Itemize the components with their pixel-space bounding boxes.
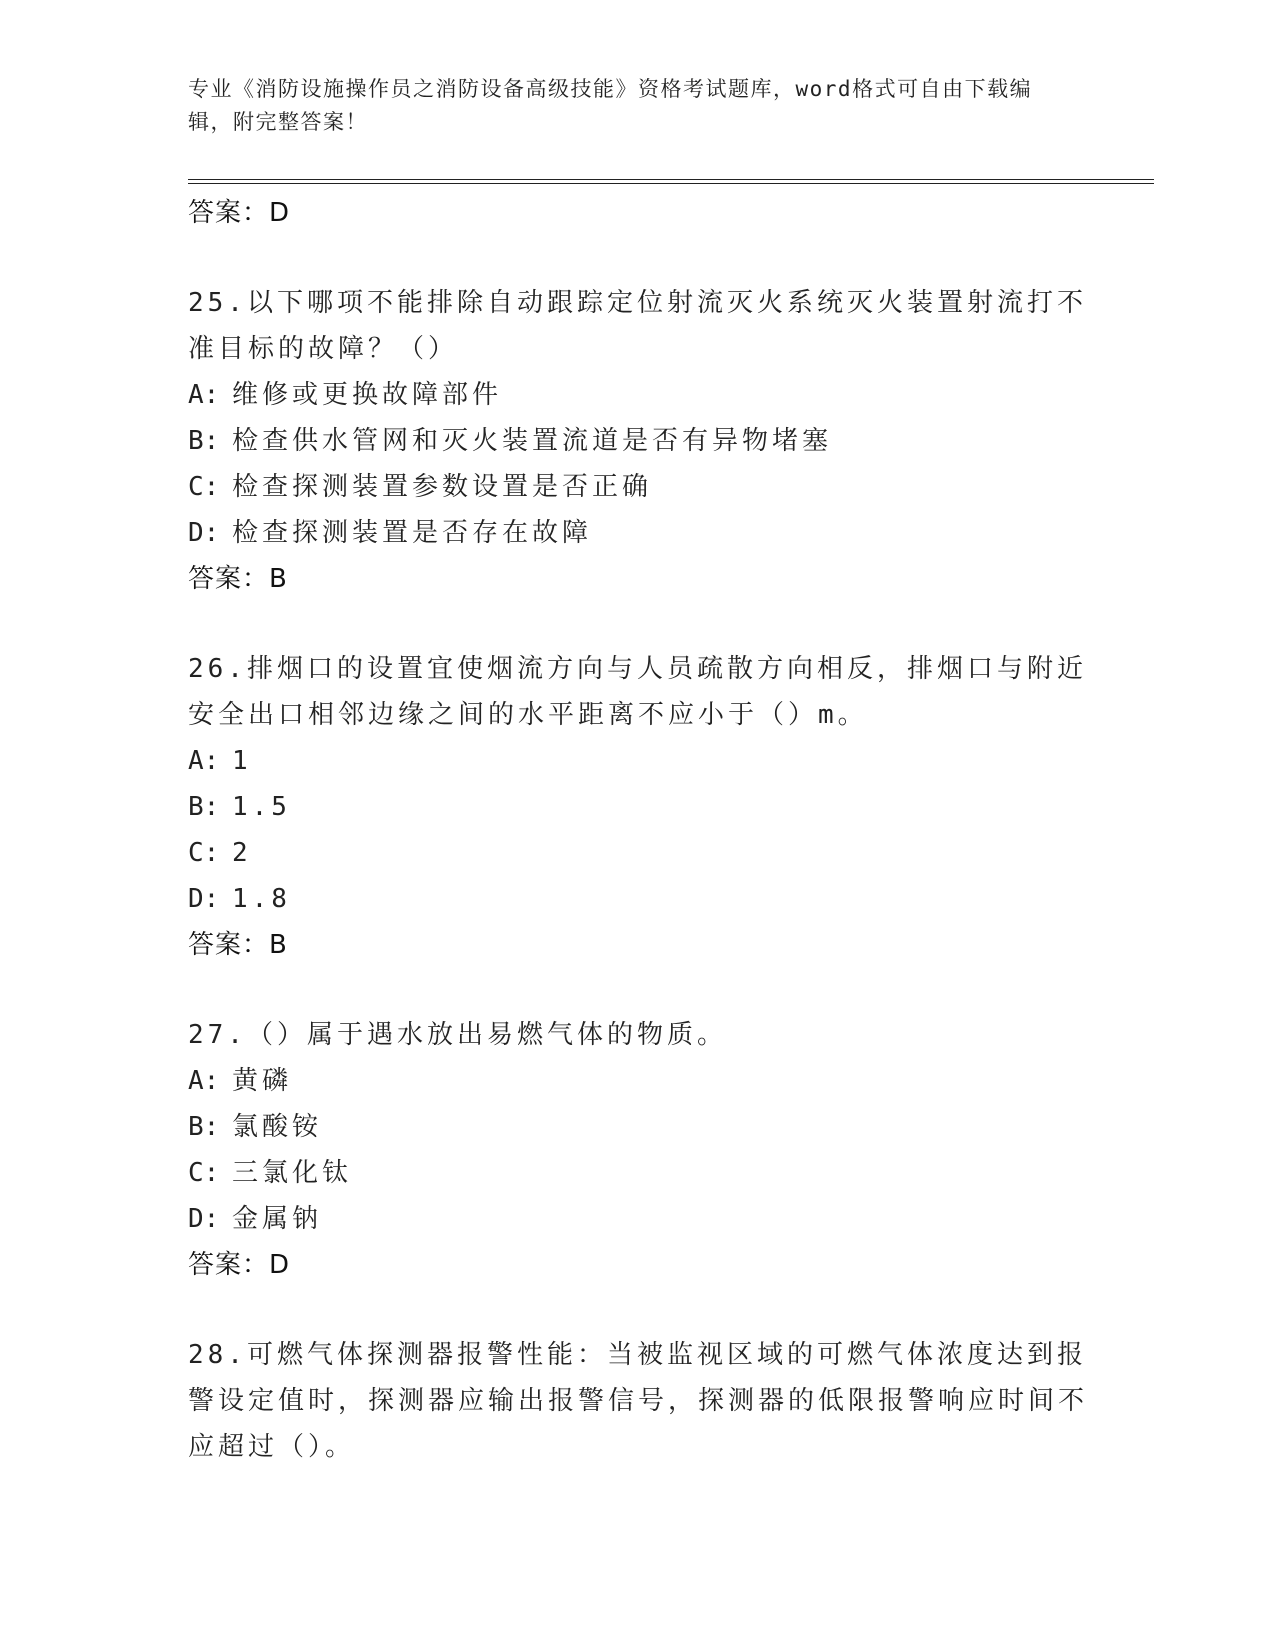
option-letter: A: bbox=[188, 1066, 220, 1096]
option-letter: B: bbox=[188, 792, 220, 822]
option-a bbox=[188, 372, 1088, 418]
question-26 bbox=[188, 646, 1088, 968]
option-a bbox=[188, 1058, 1088, 1104]
option-letter: D: bbox=[188, 518, 220, 548]
option-letter: A: bbox=[188, 380, 220, 410]
option-text: 检查探测装置参数设置是否正确 bbox=[232, 472, 653, 502]
option-text: 1.8 bbox=[232, 884, 291, 914]
option-b bbox=[188, 784, 1088, 830]
answer-line: 答案：B bbox=[188, 930, 288, 960]
answer-line: 答案：D bbox=[188, 1250, 291, 1280]
header-rule-top bbox=[188, 179, 1154, 180]
option-c bbox=[188, 464, 1088, 510]
option-b bbox=[188, 1104, 1088, 1150]
option-text: 三氯化钛 bbox=[232, 1158, 353, 1188]
question-25 bbox=[188, 280, 1088, 602]
option-letter: C: bbox=[188, 472, 220, 502]
option-letter: B: bbox=[188, 426, 220, 456]
option-text: 维修或更换故障部件 bbox=[232, 380, 503, 410]
header-rule-bottom bbox=[188, 183, 1154, 184]
question-text: 27.（）属于遇水放出易燃气体的物质。 bbox=[188, 1020, 727, 1050]
option-letter: A: bbox=[188, 746, 220, 776]
question-28 bbox=[188, 1332, 1088, 1470]
option-text: 1.5 bbox=[232, 792, 291, 822]
option-text: 金属钠 bbox=[232, 1204, 323, 1234]
option-text: 黄磷 bbox=[232, 1066, 293, 1096]
option-c bbox=[188, 1150, 1088, 1196]
option-letter: C: bbox=[188, 838, 220, 868]
option-text: 氯酸铵 bbox=[232, 1112, 323, 1142]
option-letter: D: bbox=[188, 1204, 220, 1234]
question-27 bbox=[188, 1012, 1088, 1288]
option-text: 2 bbox=[232, 838, 252, 868]
question-list bbox=[188, 190, 1088, 1470]
option-b bbox=[188, 418, 1088, 464]
option-text: 检查探测装置是否存在故障 bbox=[232, 518, 593, 548]
option-c bbox=[188, 830, 1088, 876]
question-text: 25.以下哪项不能排除自动跟踪定位射流灭火系统灭火装置射流打不准目标的故障？（） bbox=[188, 288, 1087, 364]
answer-line: 答案：D bbox=[188, 198, 291, 228]
option-d bbox=[188, 510, 1088, 556]
option-letter: C: bbox=[188, 1158, 220, 1188]
option-text: 检查供水管网和灭火装置流道是否有异物堵塞 bbox=[232, 426, 833, 456]
question-text: 28.可燃气体探测器报警性能：当被监视区域的可燃气体浓度达到报警设定值时，探测器应输出报警信号，探测器的低限报警响应时间不应超过（）。 bbox=[188, 1340, 1089, 1462]
option-letter: B: bbox=[188, 1112, 220, 1142]
page-header: 专业《消防设施操作员之消防设备高级技能》资格考试题库，word格式可自由下载编辑，附完整答案！ bbox=[188, 77, 1033, 134]
question-text: 26.排烟口的设置宜使烟流方向与人员疏散方向相反，排烟口与附近安全出口相邻边缘之间的水平距离不应小于（）m。 bbox=[188, 654, 1087, 730]
option-letter: D: bbox=[188, 884, 220, 914]
answer-line: 答案：B bbox=[188, 564, 288, 594]
option-a bbox=[188, 738, 1088, 784]
option-d bbox=[188, 876, 1088, 922]
option-text: 1 bbox=[232, 746, 252, 776]
option-d bbox=[188, 1196, 1088, 1242]
